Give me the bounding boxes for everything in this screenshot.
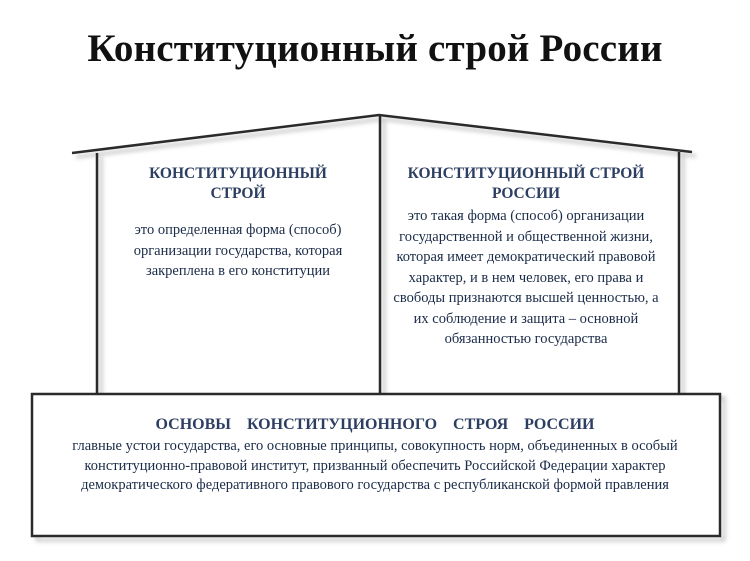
russia-constitutional-order-definition	[390, 164, 662, 350]
right-panel-body: это такая форма (способ) организации государственной и общественной жизни, которая имеет демократический правовой характер, и в нем человек, его права и свободы признаются высшей ценностью, а их соблюдение и защита – основной обязанностью государства	[393, 208, 659, 347]
constitutional-order-definition	[130, 164, 346, 282]
left-panel-heading: КОНСТИТУЦИОННЫЙ СТРОЙ	[149, 165, 327, 202]
right-panel-heading: КОНСТИТУЦИОННЫЙ СТРОЙ РОССИИ	[407, 165, 645, 202]
bottom-panel-body: главные устои государства, его основные принципы, совокупность норм, объединенных в особый конституционно-правовой институт, призванный обеспечить Российской Федерации характер демократического федеративного правового государства с республиканской формой правления	[72, 438, 678, 493]
foundations-of-constitutional-order	[36, 415, 714, 496]
bottom-panel-heading: ОСНОВЫ КОНСТИТУЦИОННОГО СТРОЯ РОССИИ	[155, 416, 595, 433]
page-title: Конституционный строй России	[87, 27, 663, 70]
left-panel-body: это определенная форма (способ) организации государства, которая закреплена в его конституции	[133, 222, 343, 279]
